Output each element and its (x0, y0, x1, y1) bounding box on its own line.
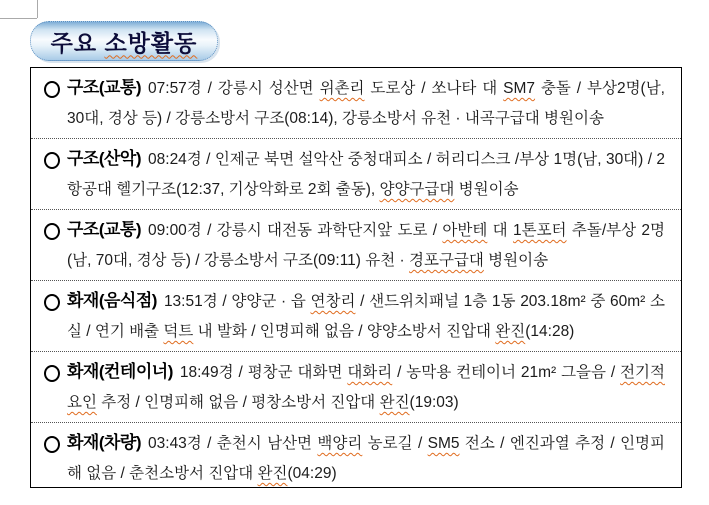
incident-category: 화재(차량) (67, 433, 142, 452)
circle-bullet-icon (44, 436, 60, 453)
circle-bullet-icon (44, 294, 60, 311)
incident-text: 07:57경 / 강릉시 성산면 위촌리 도로상 / 쏘나타 대 SM7 충돌 / 부상2명(남, 30대, 경상 등) / 강릉소방서 구조(08:14), 강릉소방서 유천 · 내곡구급대 병원이송 (67, 80, 665, 127)
section-title-badge (30, 21, 218, 61)
table-corner-line-horizontal (0, 18, 37, 19)
circle-bullet-icon (44, 365, 60, 382)
incident-category: 구조(산악) (67, 149, 142, 168)
circle-bullet-icon (44, 223, 60, 240)
incident-item (31, 138, 681, 209)
incident-item (31, 422, 681, 493)
incident-category: 화재(컨테이너) (67, 362, 173, 381)
incident-text: 03:43경 / 춘천시 남산면 백양리 농로길 / SM5 전소 / 엔진과열 추정 / 인명피해 없음 / 춘천소방서 진압대 완진(04:29) (67, 435, 665, 482)
incident-text: 08:24경 / 인제군 북면 설악산 중청대피소 / 허리디스크 /부상 1명(남, 30대) / 2항공대 헬기구조(12:37, 기상악화로 2회 출동), 양양구급대 병원이송 (67, 151, 665, 198)
table-corner-line-vertical (37, 0, 38, 18)
incident-item (31, 68, 681, 138)
incident-category: 구조(교통) (67, 78, 142, 97)
incident-report-box (30, 67, 682, 488)
circle-bullet-icon (44, 152, 60, 169)
incident-category: 구조(교통) (67, 220, 142, 239)
incident-text: 13:51경 / 양양군 · 읍 연창리 / 샌드위치패널 1층 1동 203.18m² 중 60m² 소실 / 연기 배출 덕트 내 발화 / 인명피해 없음 / 양양소방서 진압대 완진(14:28) (67, 293, 665, 340)
incident-item (31, 351, 681, 422)
incident-category: 화재(음식점) (67, 291, 157, 310)
circle-bullet-icon (44, 81, 60, 98)
incident-text: 18:49경 / 평창군 대화면 대화리 / 농막용 컨테이너 21m² 그을음 / 전기적요인 추정 / 인명피해 없음 / 평창소방서 진압대 완진(19:03) (67, 364, 665, 411)
incident-text: 09:00경 / 강릉시 대전동 과학단지앞 도로 / 아반테 대 1톤포터 추돌/부상 2명(남, 70대, 경상 등) / 강릉소방서 구조(09:11) 유천 · 경포구급대 병원이송 (67, 222, 665, 269)
incident-item (31, 280, 681, 351)
incident-item (31, 209, 681, 280)
section-title: 주요 소방활동 (50, 29, 198, 56)
